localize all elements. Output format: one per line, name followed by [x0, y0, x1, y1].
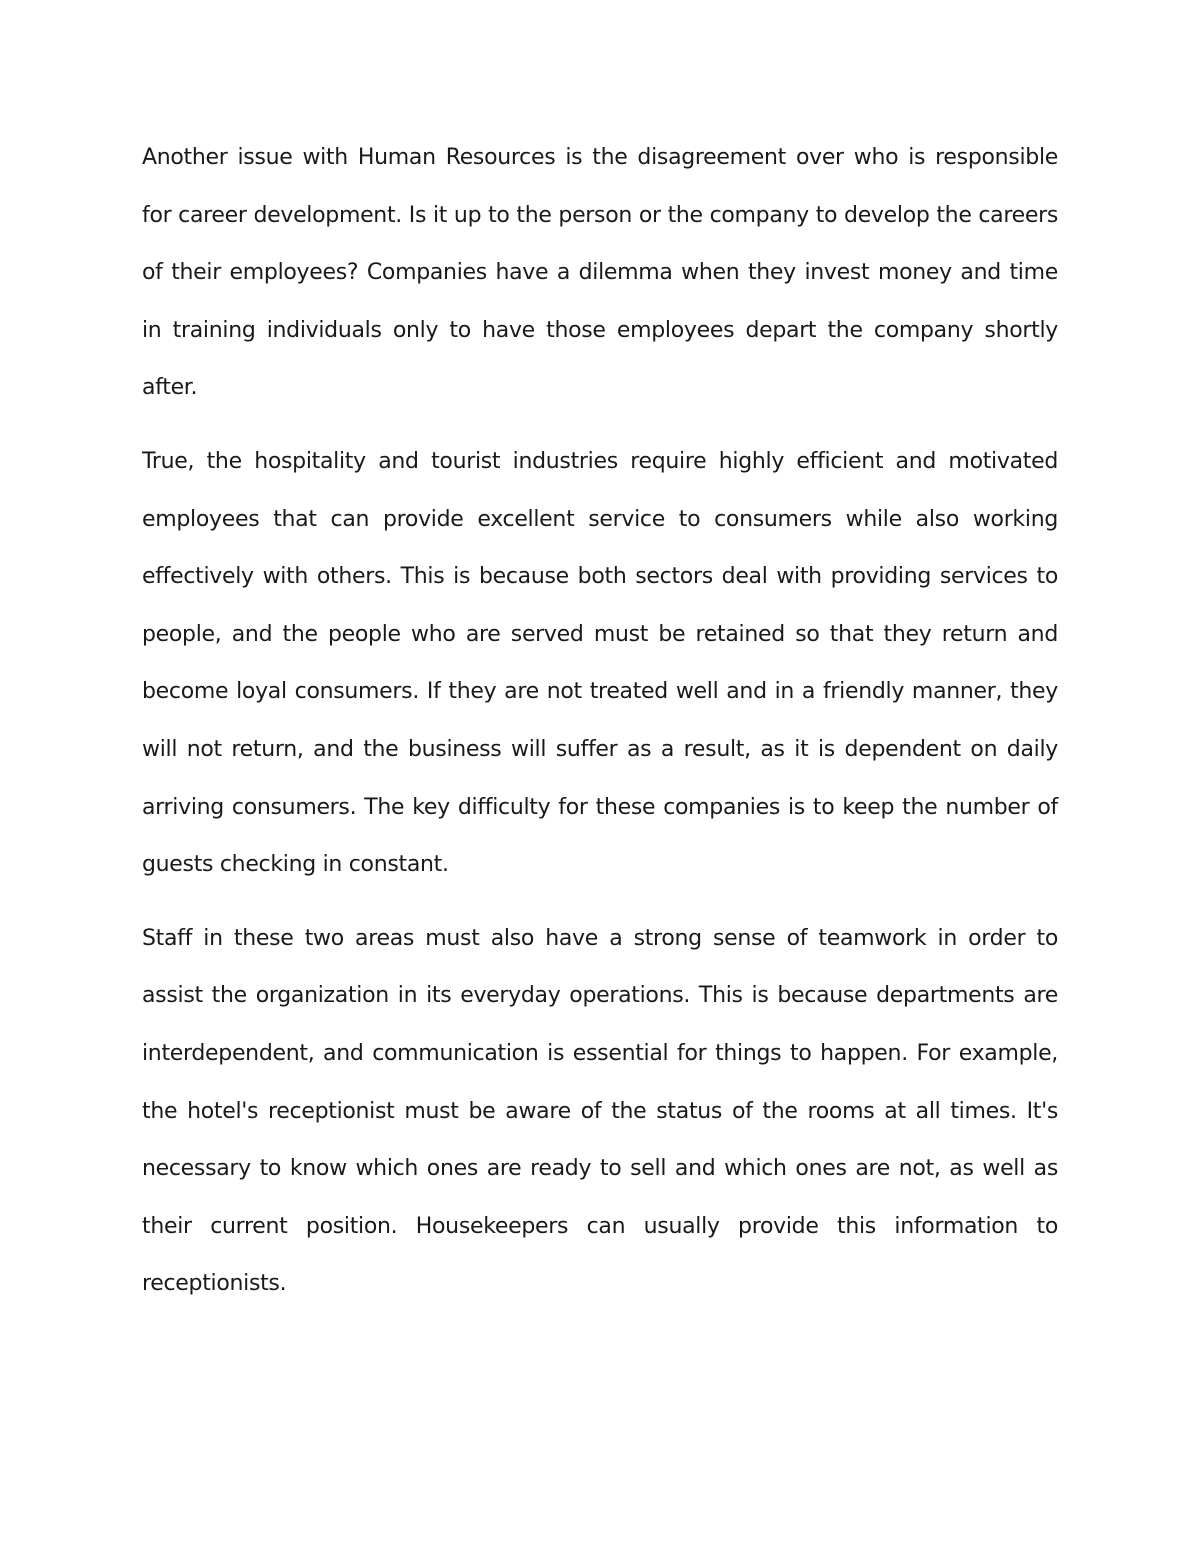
paragraph-career-development: Another issue with Human Resources is the disagreement over who is responsible for career development. Is it up to the person or the company to develop the careers of their employees? Companies have a dilemma when they invest money and time in training individuals only to have those employees depart the company shortly after. — [142, 145, 1058, 401]
document-body — [142, 129, 1058, 1329]
paragraph-teamwork: Staff in these two areas must also have a strong sense of teamwork in order to assist the organization in its everyday operations. This is because departments are interdependent, and communication is essential for things to happen. For example, the hotel's receptionist must be aware of the status of the rooms at all times. It's necessary to know which ones are ready to sell and which ones are not, as well as their current position. Housekeepers can usually provide this information to receptionists. — [142, 925, 1058, 1297]
paragraph-hospitality-employees: True, the hospitality and tourist industries require highly efficient and motivated employees that can provide excellent service to consumers while also working effectively with others. This is because both sectors deal with providing services to people, and the people who are served must be retained so that they return and become loyal consumers. If they are not treated well and in a friendly manner, they will not return, and the business will suffer as a result, as it is dependent on daily arriving consumers. The key difficulty for these companies is to keep the number of guests checking in constant. — [142, 448, 1058, 878]
